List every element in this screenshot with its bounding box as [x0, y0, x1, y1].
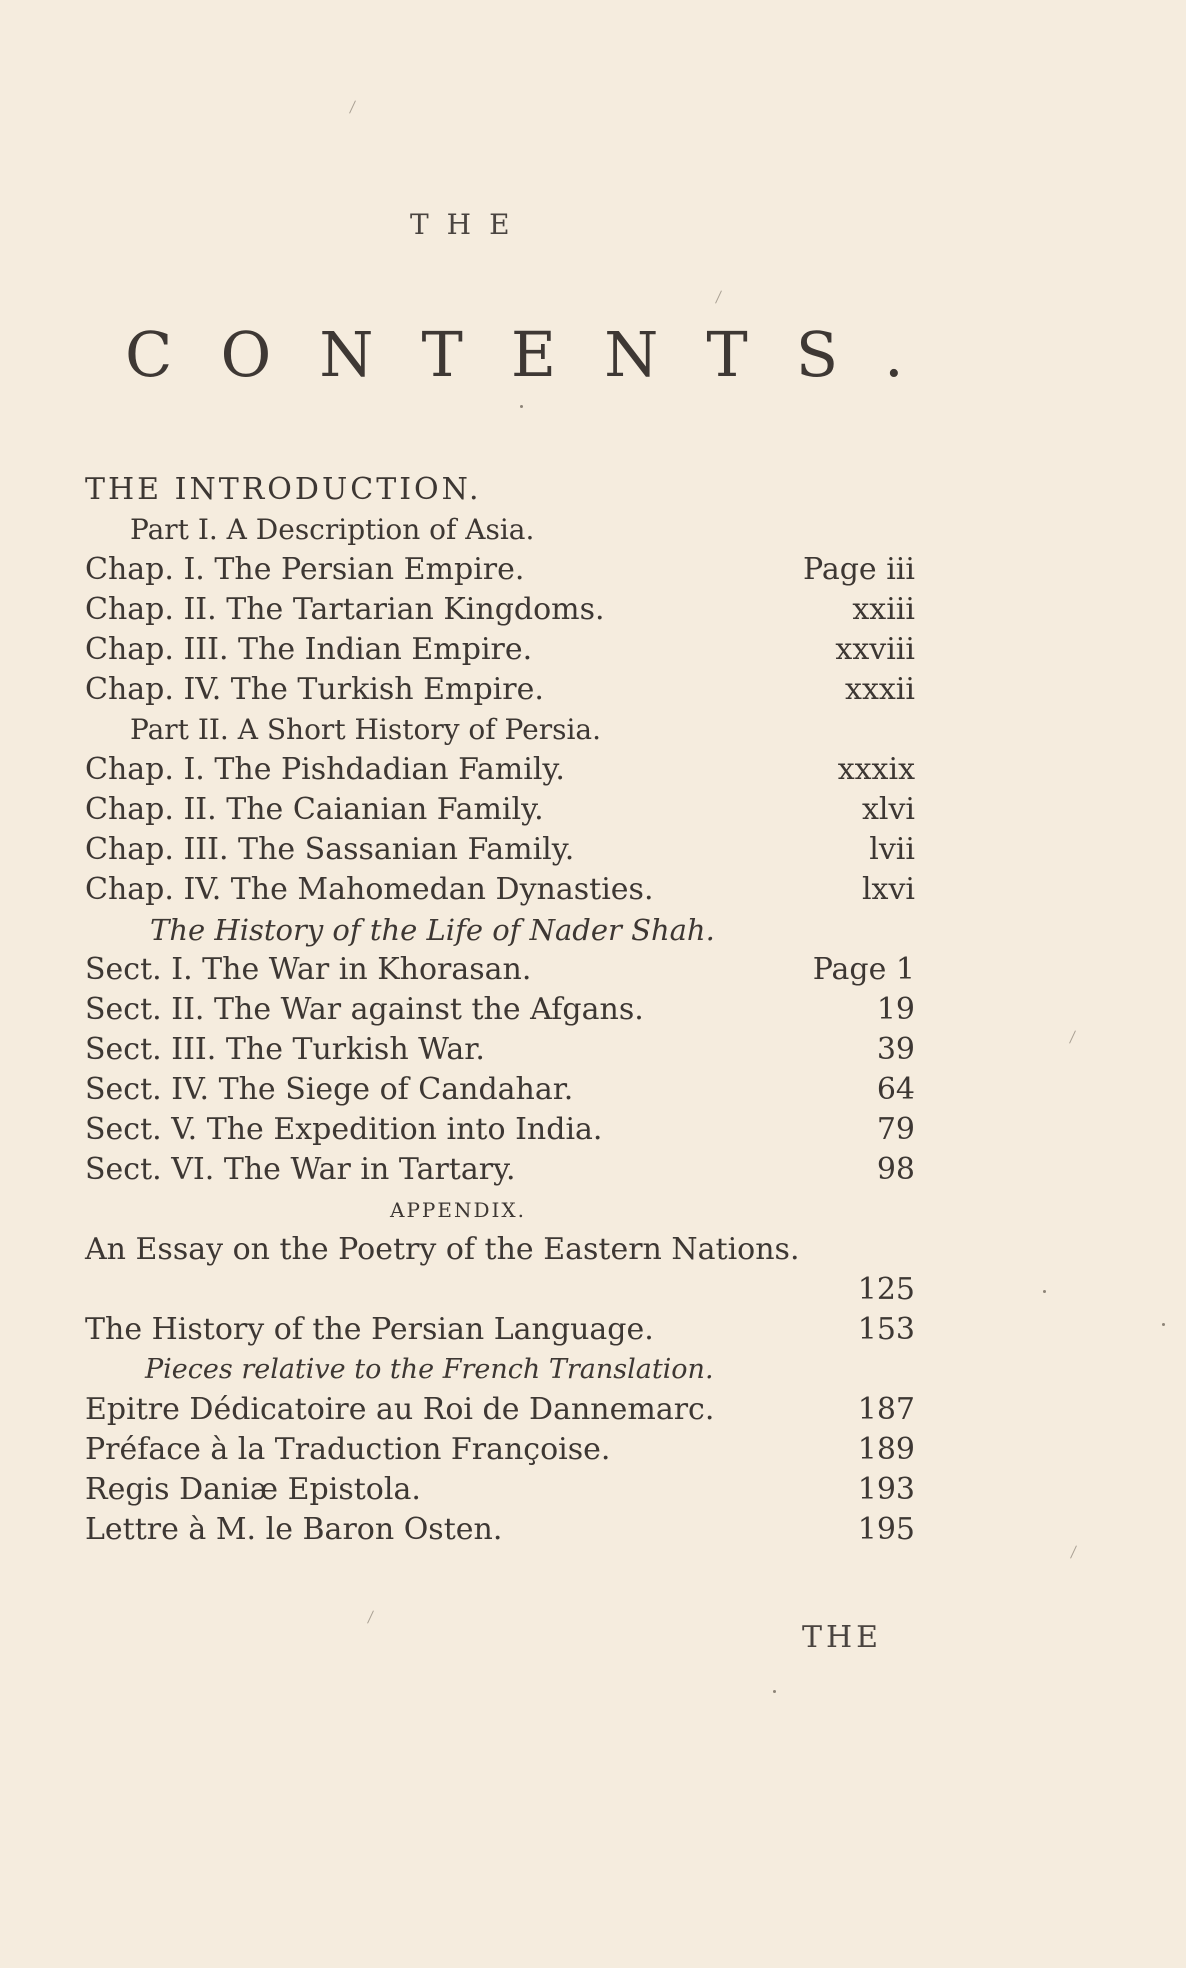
toc-title: The History of the Persian Language.: [85, 1312, 654, 1347]
table-of-contents: [85, 470, 915, 1550]
toc-title: Chap. II. The Tartarian Kingdoms.: [85, 592, 605, 627]
toc-title: Chap. IV. The Turkish Empire.: [85, 672, 544, 707]
toc-page-number: 19: [876, 992, 915, 1027]
paper-mark: [367, 1610, 374, 1623]
toc-page-number: 98: [876, 1152, 915, 1187]
toc-page-number: Page 1: [812, 952, 915, 987]
toc-row: [85, 1390, 915, 1430]
toc-title: Lettre à M. le Baron Osten.: [85, 1512, 503, 1547]
toc-row: [85, 990, 915, 1030]
toc-page-number: lvii: [869, 832, 915, 867]
toc-page-number: xxiii: [852, 592, 915, 627]
toc-page-number: Page iii: [802, 552, 915, 587]
paper-speck: [520, 405, 523, 408]
toc-row: [85, 1270, 915, 1310]
toc-row: [85, 1190, 915, 1230]
toc-title: APPENDIX.: [390, 1198, 526, 1222]
toc-title: Part II. A Short History of Persia.: [130, 713, 601, 746]
toc-title: Pieces relative to the French Translation.: [145, 1354, 714, 1385]
toc-page-number: 153: [857, 1312, 915, 1347]
toc-title: Sect. IV. The Siege of Candahar.: [85, 1072, 574, 1107]
toc-page-number: xxxix: [837, 752, 915, 787]
toc-row: [85, 1110, 915, 1150]
toc-page-number: xxviii: [835, 632, 915, 667]
toc-row: [85, 630, 915, 670]
toc-page-number: 189: [857, 1432, 915, 1467]
paper-mark: [1070, 1545, 1077, 1558]
toc-page-number: lxvi: [861, 872, 915, 907]
toc-title: Chap. III. The Indian Empire.: [85, 632, 533, 667]
toc-page-number: 79: [876, 1112, 915, 1147]
toc-row: [85, 590, 915, 630]
toc-row: [85, 1430, 915, 1470]
toc-title: Chap. I. The Persian Empire.: [85, 552, 525, 587]
toc-row: [85, 1070, 915, 1110]
toc-title: An Essay on the Poetry of the Eastern Nations.: [85, 1232, 800, 1267]
paper-mark: [1069, 1030, 1076, 1043]
toc-title: Sect. I. The War in Khorasan.: [85, 952, 532, 987]
toc-row: [85, 1150, 915, 1190]
toc-page-number: 125: [857, 1272, 915, 1307]
toc-row: [85, 510, 915, 550]
toc-row: [85, 1030, 915, 1070]
toc-row: [85, 790, 915, 830]
toc-row: [85, 1470, 915, 1510]
toc-title: Sect. II. The War against the Afgans.: [85, 992, 644, 1027]
toc-title: Sect. V. The Expedition into India.: [85, 1112, 603, 1147]
toc-title: The History of the Life of Nader Shah.: [150, 913, 715, 947]
toc-row: [85, 830, 915, 870]
toc-row: [85, 1510, 915, 1550]
toc-title: Regis Daniæ Epistola.: [85, 1472, 421, 1507]
paper-speck: [1043, 1290, 1046, 1293]
toc-row: [85, 750, 915, 790]
toc-page-number: xlvi: [861, 792, 915, 827]
toc-page-number: xxxii: [845, 672, 915, 707]
toc-row: [85, 550, 915, 590]
catchword: THE: [802, 1620, 883, 1655]
toc-page-number: 195: [857, 1512, 915, 1547]
paper-speck: [773, 1690, 776, 1693]
toc-title: Préface à la Traduction Françoise.: [85, 1432, 611, 1467]
toc-page-number: 39: [876, 1032, 915, 1067]
toc-row: [85, 710, 915, 750]
toc-title: Sect. III. The Turkish War.: [85, 1032, 485, 1067]
toc-title: Chap. II. The Caianian Family.: [85, 792, 544, 827]
toc-row: [85, 670, 915, 710]
toc-row: [85, 470, 915, 510]
toc-row: [85, 1230, 915, 1270]
toc-page-number: 193: [857, 1472, 915, 1507]
toc-row: [85, 1350, 915, 1390]
toc-title: Chap. IV. The Mahomedan Dynasties.: [85, 872, 654, 907]
page-title: CONTENTS.: [125, 318, 952, 391]
toc-title: Part I. A Description of Asia.: [130, 513, 535, 546]
toc-page-number: 187: [857, 1392, 915, 1427]
paper-mark: [349, 100, 356, 113]
toc-title: Chap. I. The Pishdadian Family.: [85, 752, 565, 787]
toc-title: THE INTRODUCTION.: [85, 472, 482, 507]
toc-title: Chap. III. The Sassanian Family.: [85, 832, 575, 867]
toc-title: Epitre Dédicatoire au Roi de Dannemarc.: [85, 1392, 715, 1427]
toc-title: Sect. VI. The War in Tartary.: [85, 1152, 516, 1187]
toc-row: [85, 950, 915, 990]
toc-page-number: 64: [876, 1072, 915, 1107]
toc-row: [85, 1310, 915, 1350]
paper-speck: [1162, 1323, 1165, 1326]
paper-mark: [715, 290, 722, 303]
toc-row: [85, 910, 915, 950]
toc-row: [85, 870, 915, 910]
heading-the: THE: [410, 208, 528, 241]
